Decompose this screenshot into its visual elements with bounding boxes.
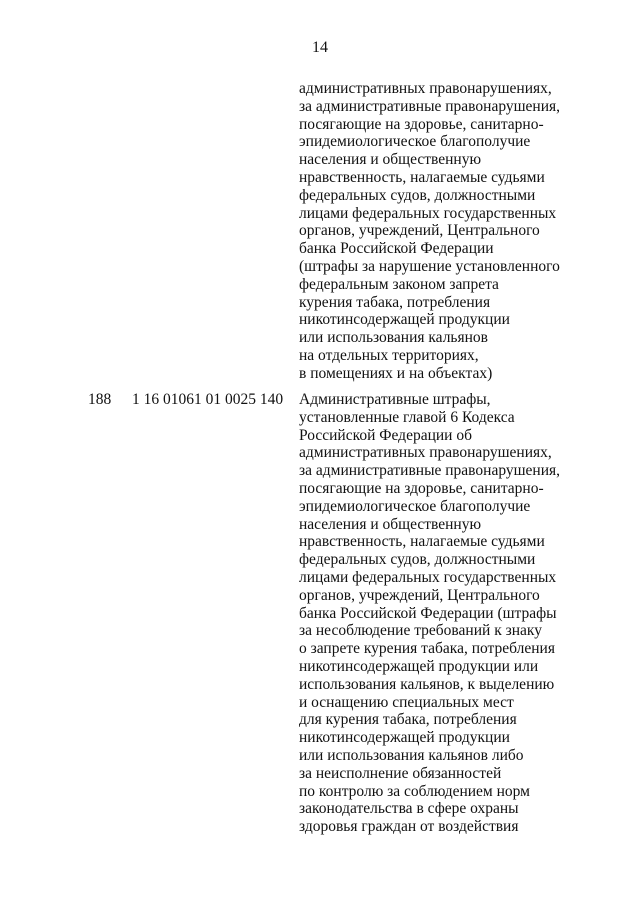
description-line: или использования кальянов либо: [299, 746, 524, 764]
continuation-description: [299, 80, 599, 383]
description-line: населения и общественную: [299, 515, 482, 533]
description-line: или использования кальянов: [299, 329, 488, 347]
page-number: 14: [312, 39, 328, 56]
description-line: законодательства в сфере охраны: [299, 800, 519, 818]
row-description: [299, 391, 599, 836]
description-line: органов, учреждений, Центрального: [299, 586, 540, 604]
description-line: Российской Федерации об: [299, 426, 472, 444]
description-line: за неисполнение обязанностей: [299, 764, 502, 782]
description-line: за административные правонарушения,: [299, 97, 561, 115]
description-line: банка Российской Федерации: [299, 240, 494, 258]
description-line: в помещениях и на объектах): [299, 364, 493, 382]
description-line: и оснащению специальных мест: [299, 693, 514, 711]
description-line: для курения табака, потребления: [299, 711, 517, 729]
description-line: за несоблюдение требований к знаку: [299, 622, 542, 640]
description-line: о запрете курения табака, потребления: [299, 640, 555, 658]
description-line: нравственность, налагаемые судьями: [299, 533, 545, 551]
description-line: лицами федеральных государственных: [299, 568, 557, 586]
description-line: эпидемиологическое благополучие: [299, 497, 531, 515]
description-line: (штрафы за нарушение установленного: [299, 257, 560, 275]
description-line: никотинсодержащей продукции: [299, 729, 510, 747]
description-line: за административные правонарушения,: [299, 462, 561, 480]
description-line: использования кальянов, к выделению: [299, 675, 555, 693]
description-line: посягающие на здоровье, санитарно-: [299, 479, 544, 497]
description-line: курения табака, потребления: [299, 293, 491, 311]
description-line: на отдельных территориях,: [299, 346, 479, 364]
description-line: лицами федеральных государственных: [299, 204, 557, 222]
description-line: банка Российской Федерации (штрафы: [299, 604, 557, 622]
description-line: установленные главой 6 Кодекса: [299, 408, 515, 426]
description-line: никотинсодержащей продукции или: [299, 657, 539, 675]
description-line: нравственность, налагаемые судьями: [299, 168, 545, 186]
description-line: административных правонарушениях,: [299, 80, 552, 97]
description-line: посягающие на здоровье, санитарно-: [299, 115, 544, 133]
description-line: здоровья граждан от воздействия: [299, 818, 519, 836]
description-line: эпидемиологическое благополучие: [299, 133, 531, 151]
description-line: федеральных судов, должностными: [299, 551, 536, 569]
description-line: федеральным законом запрета: [299, 275, 499, 293]
description-line: никотинсодержащей продукции: [299, 311, 510, 329]
description-line: населения и общественную: [299, 151, 482, 169]
description-line: по контролю за соблюдением норм: [299, 782, 530, 800]
description-line: административных правонарушениях,: [299, 444, 552, 462]
description-line: органов, учреждений, Центрального: [299, 222, 540, 240]
kbk-code-cell: 1 16 01061 01 0025 140: [132, 391, 284, 408]
description-line: федеральных судов, должностными: [299, 186, 536, 204]
description-line: Административные штрафы,: [299, 391, 491, 408]
admin-code-cell: 188: [88, 391, 112, 408]
